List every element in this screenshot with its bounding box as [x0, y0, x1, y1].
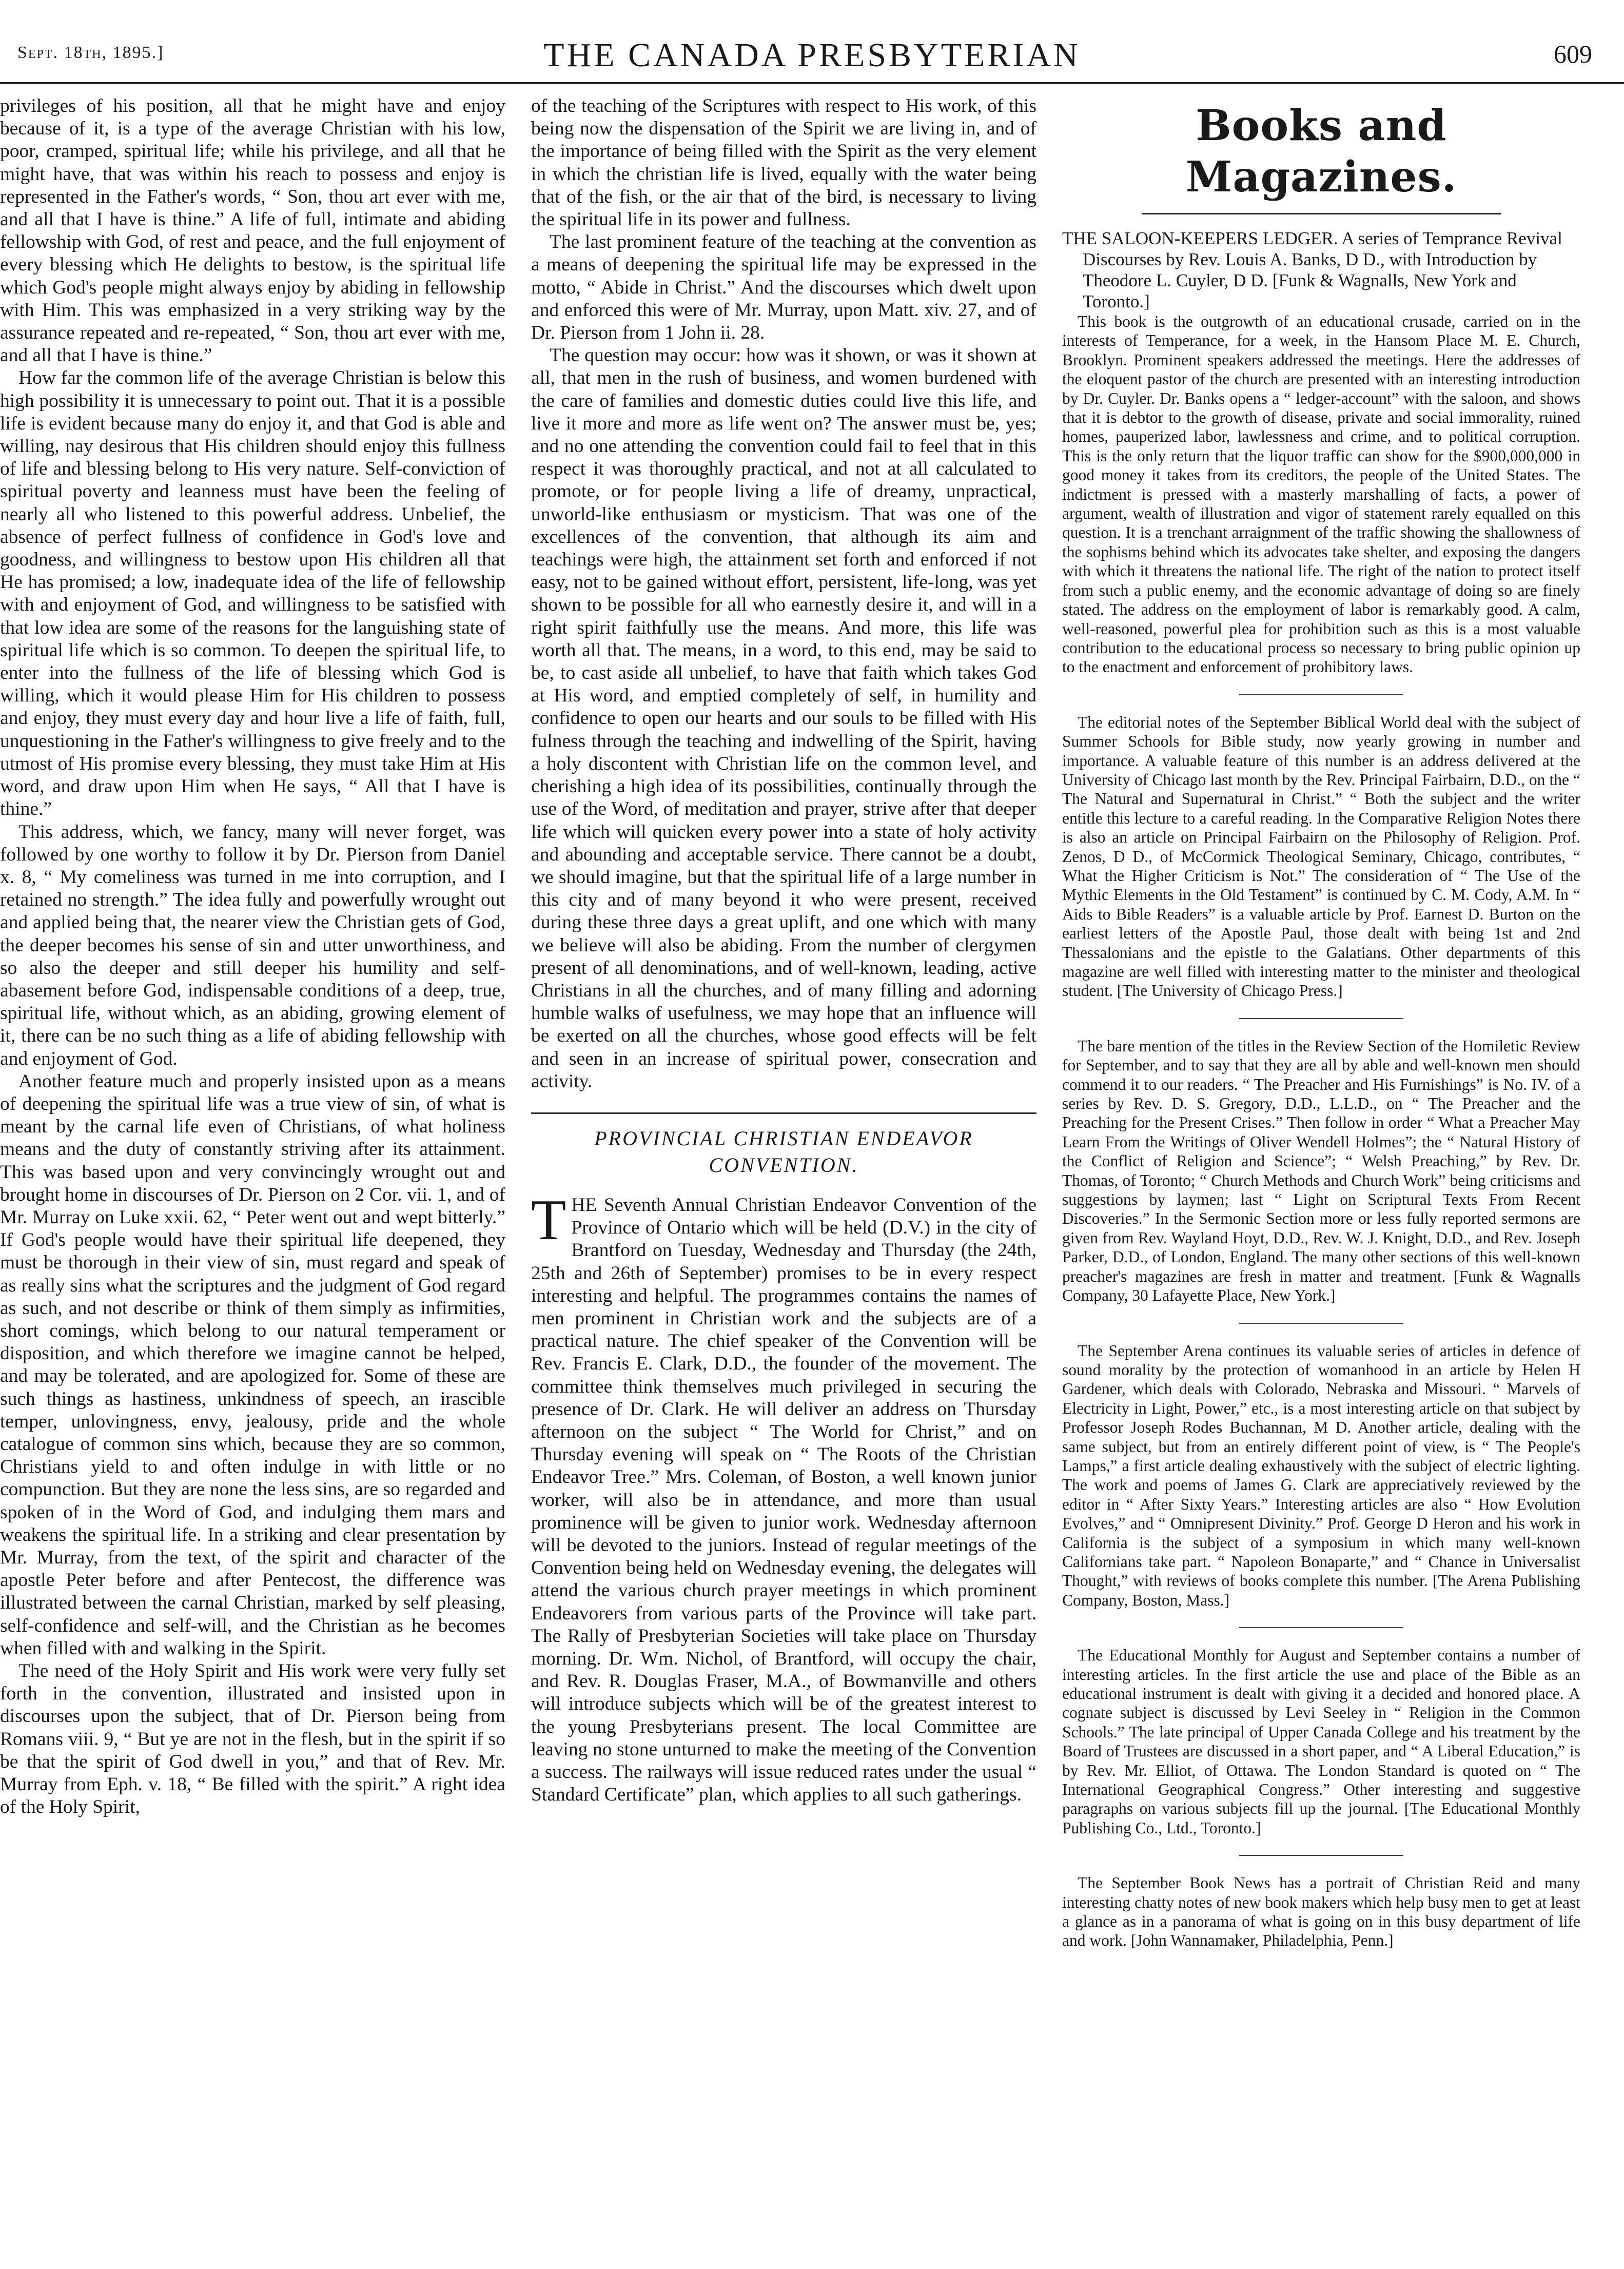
book-heading: THE SALOON-KEEPERS LEDGER. A series of Temprance Revival Discourses by Rev. Louis A. Banks, D D., with Introduction by Theodore L. Cuyler, D D. [Funk & Wagnalls, New York and Toronto.] [1062, 228, 1562, 311]
column-3 [1062, 95, 1580, 1968]
article-paragraph: The need of the Holy Spirit and His work were very fully set forth in the convention, illustrated and insisted upon in discourses upon the subject, that of Dr. Pierson being from Romans viii. 9, “ But ye are not in the flesh, but in the spirit if so be that the spirit of God dwell in you,” and that of Rev. Mr. Murray from Eph. v. 18, “ Be filled with the spirit.” A right idea of the Holy Spirit, [0, 1660, 505, 1818]
article-paragraph: of the teaching of the Scriptures with respect to His work, of this being now the dispensation of the Spirit we are living in, and of the importance of being filled with the Spirit as the very element in which the christian life is lived, equally with the water being that of the fish, or the air that of the bird, is necessary to living the spiritual life in its power and fullness. [531, 95, 1036, 230]
section-heading: PROVINCIAL CHRISTIAN ENDEAVOR CONVENTION. [531, 1112, 1036, 1179]
page-header [0, 32, 1624, 78]
article-paragraph: This address, which, we fancy, many will never forget, was followed by one worthy to follow it by Dr. Pierson from Daniel x. 8, “ My comeliness was turned in me into corruption, and I retained no strength.” The idea fully and powerfully wrought out and applied being that, the nearer view the Christian gets of God, the deeper becomes his sense of sin and utter unworthiness, and so also the deeper and still deeper his humility and self-abasement before God, indispensable conditions of a deep, true, spiritual life, without which, as an abiding, growing element of it, there can be no such thing as a life of abiding fellowship with and enjoyment of God. [0, 821, 505, 1069]
review-notice [1062, 1341, 1580, 1610]
notice-divider [1239, 1855, 1403, 1856]
notice-text: The September Arena continues its valuable series of articles in defence of sound morality by the protection of womanhood in an article by Helen H Gardener, which deals with Colorado, Nebraska and Missouri. “ Marvels of Electricity in Light, Power,” etc., is a most interesting article on that subject by Professor Joseph Rodes Buchannan, M D. Another article, dealing with the same subject, but from an entirely different point of view, is “ The People's Lamps,” a first article dealing exhaustively with the subject of electric lighting. The work and poems of James G. Clark are appreciatively reviewed by the editor in “ After Sixty Years.” Interesting articles are also “ How Evolution Evolves,” and “ Omnipresent Divinity.” Prof. George D Heron and his work in California is the subject of a symposium in which many well-known Californians take part. “ Napoleon Bonaparte,” and “ Chance in Universalist Thought,” with reviews of books complete this number. [The Arena Publishing Company, Boston, Mass.] [1062, 1341, 1580, 1609]
article-paragraph: privileges of his position, all that he might have and enjoy because of it, is a type of the average Christian with his low, poor, cramped, spiritual life; while his privilege, and all that he might have, that was within his reach to possess and enjoy is represented in the Father's words, “ Son, thou art ever with me, and all that I have is thine.” A life of full, intimate and abiding fellowship with God, of rest and peace, and the full enjoyment of every blessing which He delights to bestow, is the spiritual life which God's people might always enjoy by abiding in fellowship with Him. This was emphasized in a very striking way by the assurance repeated and re-repeated, “ Son, thou art ever with me, and all that I have is thine.” [0, 95, 505, 366]
review-notice [1062, 713, 1580, 1001]
title-rule [1142, 213, 1501, 214]
notice-divider [1239, 1018, 1403, 1019]
article-paragraph: The last prominent feature of the teaching at the convention as a means of deepening the spiritual life may be expressed in the motto, “ Abide in Christ.” And the discourses which dwelt upon and enforced this were of Mr. Murray, upon Matt. xiv. 27, and of Dr. Pierson from 1 John ii. 28. [531, 231, 1036, 344]
column-2 [531, 95, 1036, 1806]
notice-text: The September Book News has a portrait of Christian Reid and many interesting chatty notes of new book makers which help busy men to get at least a glance as in a panorama of what is going on in this busy department of life and work. [John Wannamaker, Philadelphia, Penn.] [1062, 1874, 1580, 1950]
review-notice [1062, 312, 1580, 677]
notice-text: The editorial notes of the September Biblical World deal with the subject of Summer Schools for Bible study, now yearly growing in number and importance. A valuable feature of this number is an address delivered at the University of Chicago last month by the Rev. Principal Fairbairn, D.D., on the “ The Natural and Supernatural in Christ.” “ Both the subject and the writer entitle this lecture to a careful reading. In the Comparative Religion Notes there is also an article on Principal Fairbairn on the Philosophy of Religion. Prof. Zenos, D D., of McCormick Theological Seminary, Chicago, contributes, “ What the Higher Criticism is Not.” The consideration of “ The Use of the Mythic Elements in the Old Testament” is continued by C. M. Cody, A.M. In “ Aids to Bible Readers” is a valuable article by Prof. Earnest D. Burton on the earliest letters of the Apostle Paul, those dealt with being 1st and 2nd Thessalonians and the epistle to the Galatians. Other departments of this magazine are well filled with interesting matter to the minister and theological student. [The University of Chicago Press.] [1062, 713, 1580, 1000]
column-1 [0, 95, 505, 1818]
notice-divider [1239, 694, 1403, 695]
review-notice [1062, 1646, 1580, 1837]
section-paragraph [531, 1188, 1036, 1806]
newspaper-title: THE CANADA PRESBYTERIAN [543, 36, 1081, 74]
article-paragraph: Another feature much and properly insisted upon as a means of deepening the spiritual life was a true view of sin, of what is meant by the carnal life even of Christians, of what holiness means and the duty of constantly striving after its attainment. This was based upon and very convincingly wrought out and brought home in discourses of Dr. Pierson on 2 Cor. vii. 1, and of Mr. Murray on Luke xxii. 62, “ Peter went out and wept bitterly.” If God's people would have their spiritual life deepened, they must be thorough in their view of sin, must regard and speak of as really sins what the scriptures and the judgment of God regard as such, and not describe or think of them simply as infirmities, short comings, which belong to our natural temperament or disposition, and which therefore we imagine cannot be helped, and may be tolerated, and are apologized for. Some of these are such things as hastiness, unkindness of speech, an irascible temper, unlovingness, envy, jealousy, pride and the whole catalogue of common sins which, because they are so common, Christians yield to and often indulge in with little or no compunction. But they are none the less sins, are so regarded and spoken of in the Word of God, and indulging them mars and weakens the spiritual life. In a striking and clear presentation by Mr. Murray, from the text, of the spirit and character of the apostle Peter before and after Pentecost, the difference was illustrated between the carnal Christian, marked by self pleasing, self-confidence and self-will, and the Christian as he becomes when filled with and walking in the Spirit. [0, 1070, 505, 1659]
header-rule [0, 82, 1624, 84]
review-notice [1062, 1036, 1580, 1305]
review-notice [1062, 1873, 1580, 1950]
notice-text: This book is the outgrowth of an educational crusade, carried on in the interests of Temperance, for a week, in the Hansom Place M. E. Church, Brooklyn. Prominent speakers addressed the meetings. Here the addresses of the eloquent pastor of the church are presented with an interesting introduction by Dr. Cuyler. Dr. Banks opens a “ ledger-account” with the saloon, and shows that it is debtor to the growth of disease, private and social immorality, ruined homes, pauperized labor, lawlessness and crime, and to political corruption. This is the only return that the liquor traffic can show for the $900,000,000 in good money it takes from its creditors, the people of the United States. The indictment is pressed with a masterly marshalling of facts, a power of argument, wealth of illustration and vigor of statement rarely equalled on this question. It is a trenchant arraignment of the traffic showing the shallowness of the sophisms behind which its advocates take shelter, and exposing the dangers with which it threatens the national life. The right of the nation to protect itself from such a public enemy, and the economic advantage of doing so are finely stated. The address on the employment of labor is remarkably good. A calm, well-reasoned, powerful plea for prohibition such as this is a most valuable contribution to the educational process so necessary to bring public opinion up to the enactment and enforcement of prohibitory laws. [1062, 312, 1580, 676]
drop-cap: T [531, 1188, 566, 1252]
notice-text: The Educational Monthly for August and September contains a number of interesting articles. In the first article the use and place of the Bible as an educational instrument is dealt with giving it a decided and honored place. A cognate subject is discussed by Levi Seeley in “ Religion in the Common Schools.” The late principal of Upper Canada College and his treatment by the Board of Trustees are discussed in a short paper, and “ A Liberal Education,” is by Rev. Mr. Elliot, of Ottawa. The London Standard is quoted on “ The International Geographical Congress.” Other interesting and suggestive paragraphs on various subjects fill up the journal. [The Educational Monthly Publishing Co., Ltd., Toronto.] [1062, 1646, 1580, 1837]
notice-divider [1239, 1323, 1403, 1324]
page-number: 609 [1554, 40, 1592, 68]
header-date: Sept. 18th, 1895.] [17, 43, 164, 62]
article-paragraph: How far the common life of the average Christian is below this high possibility it is unnecessary to point out. That it is a possible life is evident because many do enjoy it, and that God is able and willing, nay desirous that His children should enjoy this fullness of life and blessing belong to His very nature. Self-conviction of spiritual poverty and leanness must have been the feeling of nearly all who listened to this powerful address. Unbelief, the absence of perfect fullness of confidence in God's love and goodness, and willingness to bestow upon His children all that He has promised; a low, inadequate idea of the life of fellowship with and enjoyment of God, and willingness to be satisfied with that low idea are some of the reasons for the languishing state of spiritual life which is so common. To deepen the spiritual life, to enter into the fullness of the life of blessing which God is willing, which it would please Him for His children to possess and enjoy, they must every day and hour live a life of faith, full, unquestioning in the Father's willingness to give freely and to the utmost of His promise every blessing, they must take Him at His word, and draw upon Him when He says, “ All that I have is thine.” [0, 367, 505, 820]
books-magazines-title: Books and Magazines. [1185, 101, 1457, 202]
notice-text: The bare mention of the titles in the Review Section of the Homiletic Review for September, and to say that they are all by able and well-known men should commend it to our readers. “ The Preacher and His Furnishings” is No. IV. of a series by Rev. D. S. Gregory, D.D., L.L.D., on “ The Preacher and the Preaching for the Present Crises.” Then follow in order “ What a Preacher May Learn From the Writings of Oliver Wendell Holmes”; the “ Natural History of the Conflict of Religion and Science”; “ Welsh Preaching,” by Rev. Dr. Thomas, of Toronto; “ Church Methods and Church Work” being criticisms and suggestions by laymen; last “ Light on Scriptural Texts From Recent Discoveries.” In the Sermonic Section more or less fully reported sermons are given from Rev. Wayland Hoyt, D.D., Rev. W. J. Knight, D.D., and Rev. Joseph Parker, D.D., of London, England. The many other sections of this well-known preacher's magazines are fresh in matter and treatment. [Funk & Wagnalls Company, 30 Lafayette Place, New York.] [1062, 1036, 1580, 1305]
section-paragraph-text: HE Seventh Annual Christian Endeavor Convention of the Province of Ontario which will be held (D.V.) in the city of Brantford on Tuesday, Wednesday and Thursday (the 24th, 25th and 26th of September) promises to be in every respect interesting and helpful. The programmes contains the names of men prominent in Christian work and the subjects are of a practical nature. The chief speaker of the Convention will be Rev. Francis E. Clark, D.D., the founder of the movement. The committee think themselves much privileged in securing the presence of Dr. Clark. He will deliver an address on Thursday afternoon on the subject “ The World for Christ,” and on Thursday evening will speak on “ The Roots of the Christian Endeavor Tree.” Mrs. Coleman, of Boston, a well known junior worker, will also be in attendance, and more than usual prominence will be given to junior work. Wednesday afternoon will be devoted to the juniors. Instead of regular meetings of the Convention being held on Wednesday evening, the delegates will attend the various church prayer meetings in which prominent Endeavorers from various parts of the Province will take part. The Rally of Presbyterian Societies will take place on Thursday morning. Dr. Wm. Nichol, of Brantford, will occupy the chair, and Rev. R. Douglas Fraser, M.A., of Bowmanville and others will introduce subjects which will be of the greatest interest to the young Presbyterians present. The local Committee are leaving no stone unturned to make the meeting of the Convention a success. The railways will issue reduced rates under the usual “ Standard Certificate” plan, which applies to all such gatherings. [531, 1194, 1036, 1806]
article-paragraph: The question may occur: how was it shown, or was it shown at all, that men in the rush of business, and women burdened with the care of families and domestic duties could live this life, and live it more and more as life went on? The answer must be, yes; and no one attending the convention could fail to feel that in this respect it was thoroughly practical, and not at all calculated to promote, or for people living a life of dreamy, unpractical, unworld-like enthusiasm or mysticism. That was one of the excellences of the convention, that although its aim and teachings were high, the attainment set forth and enforced if not easy, not to be gained without effort, persistent, life-long, was yet shown to be possible for all who earnestly desire it, and will in a right spirit faithfully use the means. And more, this life was worth all that. The means, in a word, to this end, may be said to be, to cast aside all unbelief, to have that faith which takes God at His word, and emptied completely of self, in humility and confidence to open our hearts and our souls to be filled with His fulness through the teaching and indwelling of the Spirit, having a holy discontent with Christian life on the common level, and cherishing a high idea of its possibilities, continually through the use of the Word, of meditation and prayer, strive after that deeper life which will quicken every power into a state of holy activity and abounding and acceptable service. There cannot be a doubt, we should imagine, but that the spiritual life of a large number in this city and of many beyond it who were present, received during these three days a great uplift, and one which with many we believe will also be abiding. From the number of clergymen present of all denominations, and of well-known, leading, active Christians in all the churches, and of many filling and adorning humble walks of usefulness, we may hope that an influence will be exerted on all the churches, whose good effects will be felt and seen in an increase of spiritual power, consecration and activity. [531, 345, 1036, 1092]
notice-divider [1239, 1627, 1403, 1628]
